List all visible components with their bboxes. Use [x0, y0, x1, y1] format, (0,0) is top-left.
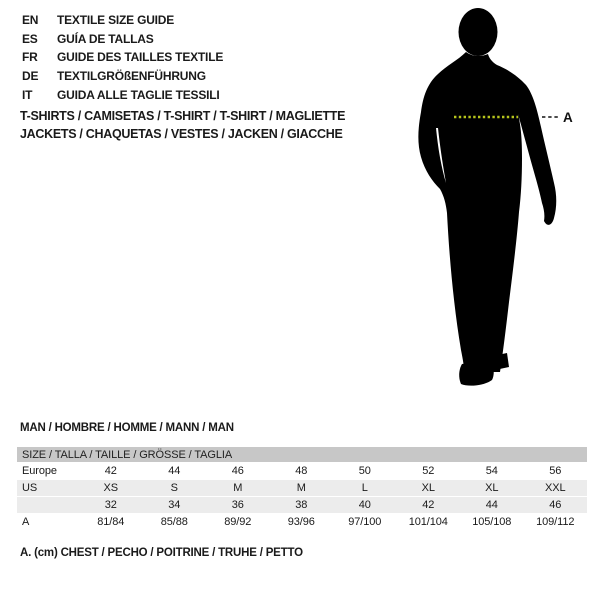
cell: 46 — [549, 499, 562, 511]
measurement-footnote: A. (cm) CHEST / PECHO / POITRINE / TRUHE / PETTO — [20, 547, 303, 559]
cell: 101/104 — [408, 516, 448, 528]
cell: 40 — [358, 499, 371, 511]
language-row-de — [22, 67, 223, 86]
cell: 97/100 — [348, 516, 382, 528]
language-row-it — [22, 85, 223, 104]
cell: 81/84 — [97, 516, 125, 528]
table-row-europe — [17, 463, 587, 479]
cell: 42 — [104, 465, 117, 477]
table-row-us — [17, 480, 587, 496]
language-code: ES — [22, 31, 38, 46]
table-row-chest-a — [17, 514, 587, 530]
size-table-header-label: SIZE / TALLA / TAILLE / GRÖSSE / TAGLIA — [22, 448, 233, 461]
cell: 38 — [295, 499, 308, 511]
cell: XL — [485, 482, 499, 494]
category-heading — [20, 108, 345, 143]
language-label: GUÍA DE TALLAS — [57, 31, 154, 46]
cell: 46 — [231, 465, 244, 477]
cell: XL — [421, 482, 435, 494]
cell: 32 — [104, 499, 117, 511]
language-row-fr — [22, 48, 223, 67]
language-label: GUIDA ALLE TAGLIE TESSILI — [57, 87, 220, 102]
gender-heading: MAN / HOMBRE / HOMME / MANN / MAN — [20, 422, 234, 434]
measure-label-a: A — [563, 110, 573, 125]
language-code: EN — [22, 13, 39, 28]
language-code: IT — [22, 87, 33, 102]
cell: 56 — [549, 465, 562, 477]
category-line-jackets: JACKETS / CHAQUETAS / VESTES / JACKEN / GIACCHE — [20, 126, 343, 141]
man-silhouette — [418, 52, 556, 372]
cell: 50 — [358, 465, 371, 477]
cell: M — [296, 482, 306, 494]
cell: 42 — [422, 499, 435, 511]
cell: 48 — [295, 465, 308, 477]
cell: 85/88 — [160, 516, 188, 528]
language-row-en — [22, 11, 223, 30]
row-label: A — [22, 516, 30, 528]
cell: 44 — [485, 499, 498, 511]
language-label: GUIDE DES TAILLES TEXTILE — [57, 50, 224, 65]
size-table-header — [17, 447, 587, 462]
table-row-alt-size — [17, 497, 587, 513]
cell: S — [170, 482, 178, 494]
size-table — [17, 447, 587, 531]
man-silhouette-figure — [370, 0, 600, 400]
row-label: Europe — [22, 465, 57, 477]
language-code: DE — [22, 69, 39, 84]
language-label: TEXTILGRÖßENFÜHRUNG — [57, 69, 206, 84]
silhouette-front-foot — [459, 360, 494, 386]
silhouette-head — [459, 8, 498, 56]
cell: M — [233, 482, 243, 494]
cell: 105/108 — [472, 516, 512, 528]
cell: 34 — [168, 499, 181, 511]
cell: 44 — [168, 465, 181, 477]
cell: L — [361, 482, 368, 494]
language-list — [22, 11, 223, 104]
cell: XS — [103, 482, 118, 494]
cell: 52 — [422, 465, 435, 477]
cell: 109/112 — [536, 516, 575, 528]
row-label: US — [22, 482, 38, 494]
category-line-tshirts: T-SHIRTS / CAMISETAS / T-SHIRT / T-SHIRT / MAGLIETTE — [20, 109, 346, 123]
cell: 93/96 — [287, 516, 315, 528]
silhouette-back-foot — [493, 353, 509, 370]
cell: XXL — [545, 482, 566, 494]
cell: 36 — [231, 499, 244, 511]
language-row-es — [22, 30, 223, 49]
language-label: TEXTILE SIZE GUIDE — [57, 13, 175, 28]
language-code: FR — [22, 50, 38, 65]
cell: 54 — [485, 465, 498, 477]
cell: 89/92 — [224, 516, 252, 528]
